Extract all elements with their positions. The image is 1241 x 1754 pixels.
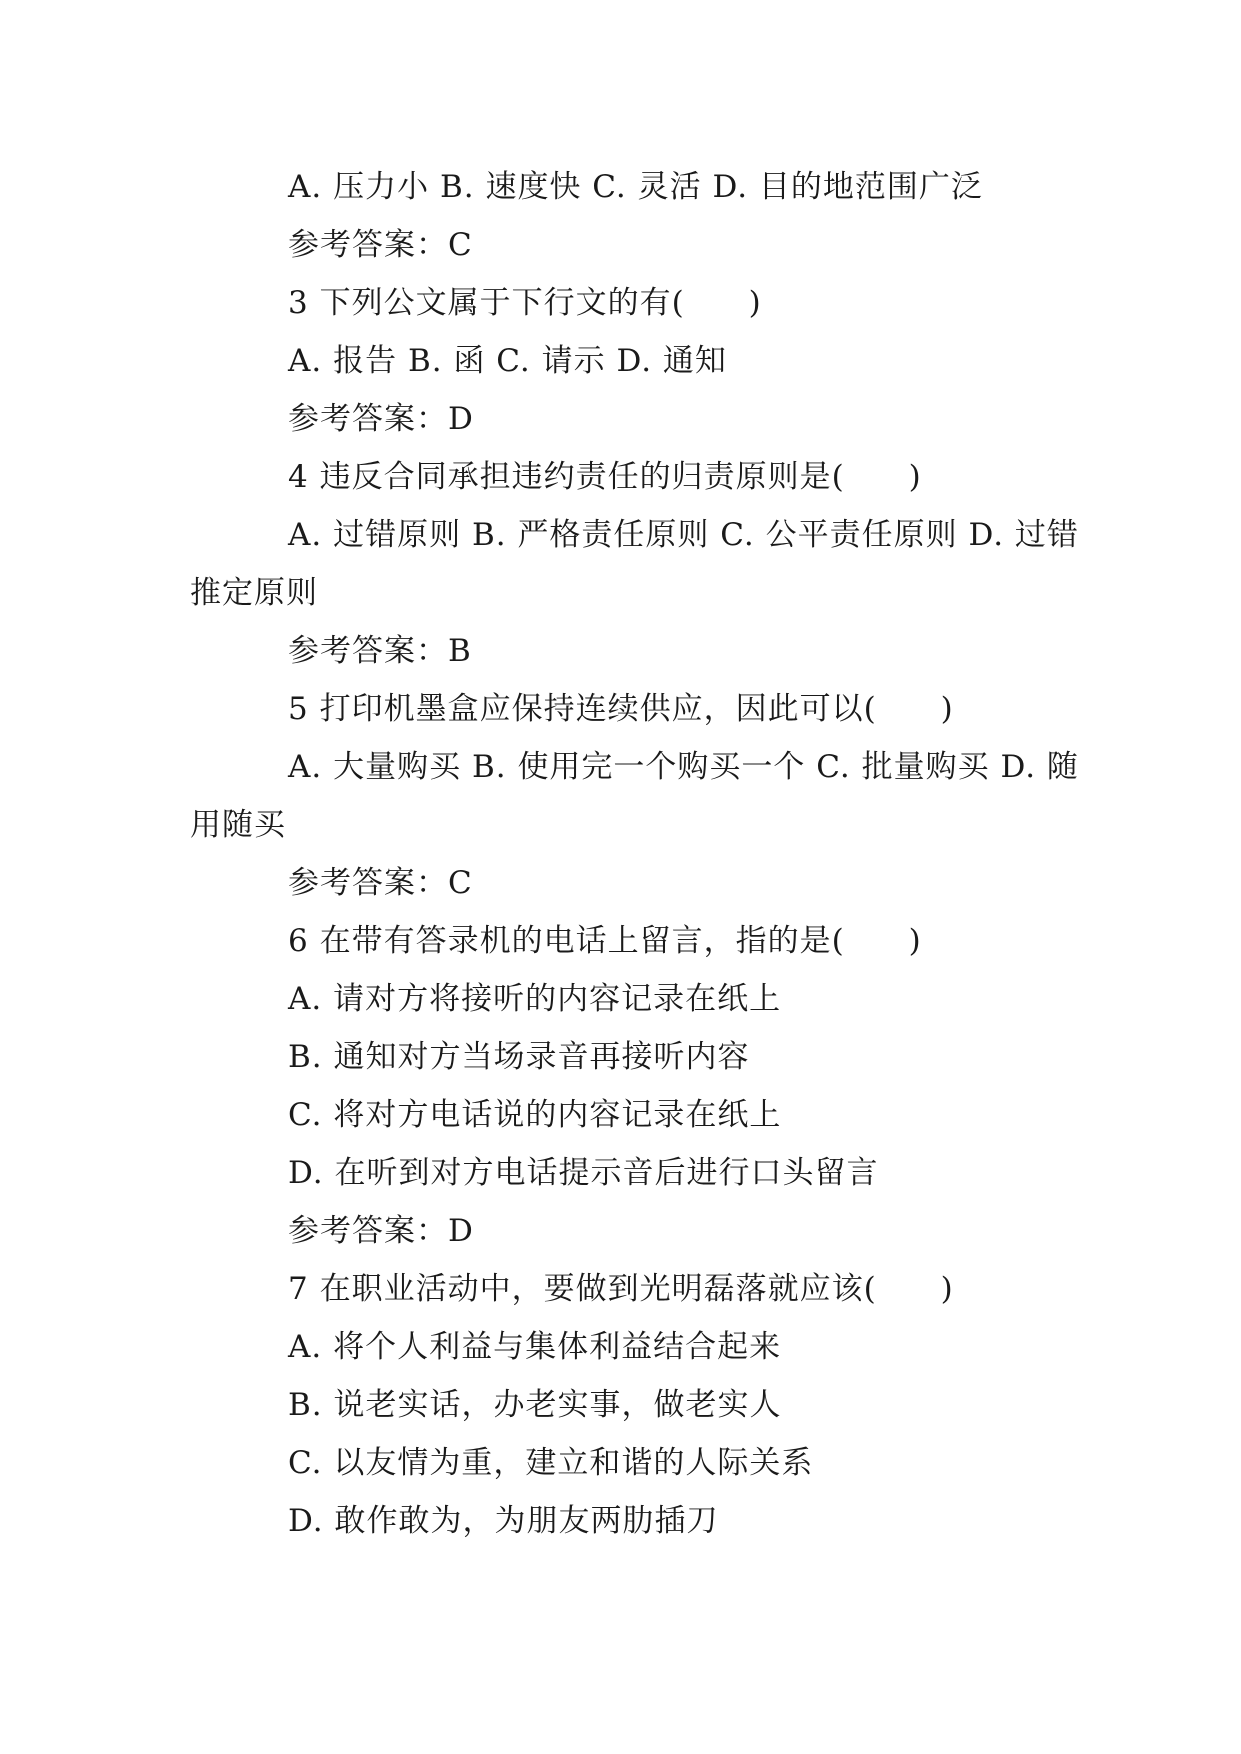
answer-line: 参考答案：C (288, 227, 473, 263)
option-line: A. 请对方将接听的内容记录在纸上 (288, 981, 782, 1017)
option-line-continuation: 用随买 (190, 807, 286, 843)
question-line: 3 下列公文属于下行文的有( ) (288, 285, 762, 321)
answer-line: 参考答案：D (288, 1213, 474, 1249)
option-line: A. 将个人利益与集体利益结合起来 (288, 1329, 782, 1365)
option-line: D. 在听到对方电话提示音后进行口头留言 (288, 1155, 879, 1191)
option-line: C. 将对方电话说的内容记录在纸上 (288, 1097, 782, 1133)
option-line: A. 过错原则 B. 严格责任原则 C. 公平责任原则 D. 过错 (288, 517, 1079, 553)
option-line: A. 大量购买 B. 使用完一个购买一个 C. 批量购买 D. 随 (288, 749, 1079, 785)
question-line: 5 打印机墨盒应保持连续供应，因此可以( ) (288, 691, 954, 727)
option-line-continuation: 推定原则 (190, 575, 318, 611)
option-line: C. 以友情为重，建立和谐的人际关系 (288, 1445, 814, 1481)
option-line: A. 压力小 B. 速度快 C. 灵活 D. 目的地范围广泛 (288, 169, 983, 205)
option-line: B. 通知对方当场录音再接听内容 (288, 1039, 750, 1075)
option-line: B. 说老实话，办老实事，做老实人 (288, 1387, 782, 1423)
option-line: A. 报告 B. 函 C. 请示 D. 通知 (288, 343, 727, 379)
document-body (190, 158, 1079, 1550)
option-line: D. 敢作敢为，为朋友两肋插刀 (288, 1503, 719, 1539)
question-line: 6 在带有答录机的电话上留言，指的是( ) (288, 923, 922, 959)
question-line: 4 违反合同承担违约责任的归责原则是( ) (288, 459, 922, 495)
answer-line: 参考答案：D (288, 401, 474, 437)
answer-line: 参考答案：C (288, 865, 473, 901)
answer-line: 参考答案：B (288, 633, 472, 669)
question-line: 7 在职业活动中，要做到光明磊落就应该( ) (288, 1271, 954, 1307)
